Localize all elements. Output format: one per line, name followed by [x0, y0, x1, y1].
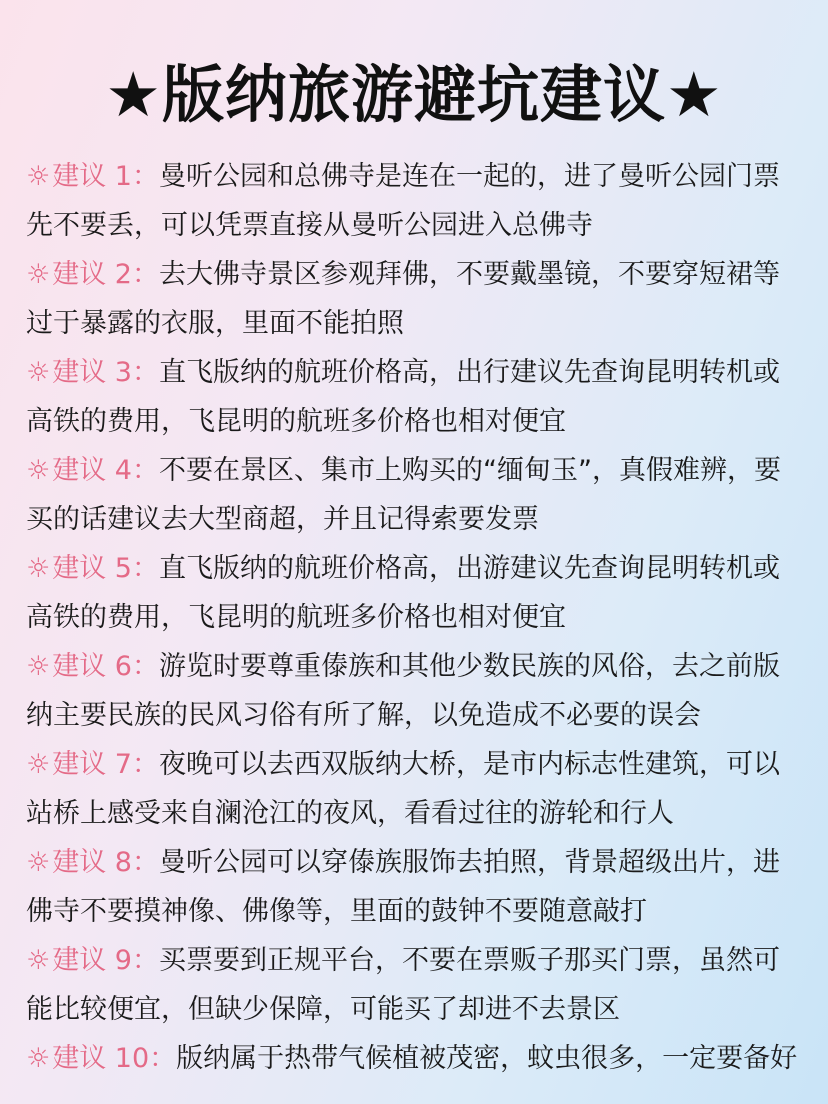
tip-text: 买票要到正规平台，不要在票贩子那买门票，虽然可能比较便宜，但缺少保障，可能买了却进不去景区	[26, 945, 780, 1025]
tip-item	[26, 838, 802, 936]
page-title: ★版纳旅游避坑建议★	[105, 58, 723, 131]
sun-icon: ☼	[26, 1043, 51, 1074]
tip-header	[26, 553, 159, 584]
tip-label: 建议 7：	[52, 749, 159, 780]
tip-label: 建议 5：	[52, 553, 159, 584]
sun-icon: ☼	[26, 161, 51, 192]
sun-icon: ☼	[26, 259, 51, 290]
tip-label: 建议 9：	[52, 945, 159, 976]
tip-text: 游览时要尊重傣族和其他少数民族的风俗，去之前版纳主要民族的民风习俗有所了解，以免造成不必要的误会	[26, 651, 780, 731]
tip-item	[26, 1034, 802, 1083]
tip-item	[26, 152, 802, 250]
tip-header	[26, 1043, 176, 1074]
tip-header	[26, 259, 159, 290]
sun-icon: ☼	[26, 553, 51, 584]
tip-text: 曼听公园可以穿傣族服饰去拍照，背景超级出片，进佛寺不要摸神像、佛像等，里面的鼓钟不要随意敲打	[26, 847, 780, 927]
tip-header	[26, 749, 159, 780]
tip-item	[26, 936, 802, 1034]
sun-icon: ☼	[26, 945, 51, 976]
sun-icon: ☼	[26, 847, 51, 878]
sun-icon: ☼	[26, 651, 51, 682]
tip-header	[26, 651, 159, 682]
tip-label: 建议 10：	[52, 1043, 177, 1074]
tip-header	[26, 357, 159, 388]
tip-header	[26, 847, 159, 878]
tip-item	[26, 740, 802, 838]
tip-label: 建议 4：	[52, 455, 159, 486]
tip-header	[26, 161, 159, 192]
tip-header	[26, 945, 159, 976]
tip-item	[26, 348, 802, 446]
tip-label: 建议 3：	[52, 357, 159, 388]
tips-list	[26, 152, 802, 1083]
tip-text: 去大佛寺景区参观拜佛，不要戴墨镜，不要穿短裙等过于暴露的衣服，里面不能拍照	[26, 259, 780, 339]
tip-text: 直飞版纳的航班价格高，出行建议先查询昆明转机或高铁的费用，飞昆明的航班多价格也相对便宜	[26, 357, 780, 437]
tip-text: 曼听公园和总佛寺是连在一起的，进了曼听公园门票先不要丢，可以凭票直接从曼听公园进入总佛寺	[26, 161, 780, 241]
sun-icon: ☼	[26, 455, 51, 486]
tip-label: 建议 1：	[52, 161, 159, 192]
tip-item	[26, 642, 802, 740]
tip-label: 建议 2：	[52, 259, 159, 290]
tip-text: 直飞版纳的航班价格高，出游建议先查询昆明转机或高铁的费用，飞昆明的航班多价格也相对便宜	[26, 553, 780, 633]
tip-text: 不要在景区、集市上购买的“缅甸玉”，真假难辨，要买的话建议去大型商超，并且记得索要发票	[26, 455, 781, 535]
tip-text: 夜晚可以去西双版纳大桥，是市内标志性建筑，可以站桥上感受来自澜沧江的夜风，看看过往的游轮和行人	[26, 749, 780, 829]
tip-item	[26, 544, 802, 642]
tip-label: 建议 6：	[52, 651, 159, 682]
tip-item	[26, 446, 802, 544]
tip-text: 版纳属于热带气候植被茂密，蚊虫很多，一定要备好	[176, 1043, 798, 1074]
sun-icon: ☼	[26, 357, 51, 388]
sun-icon: ☼	[26, 749, 51, 780]
tip-label: 建议 8：	[52, 847, 159, 878]
tip-item	[26, 250, 802, 348]
tip-header	[26, 455, 159, 486]
